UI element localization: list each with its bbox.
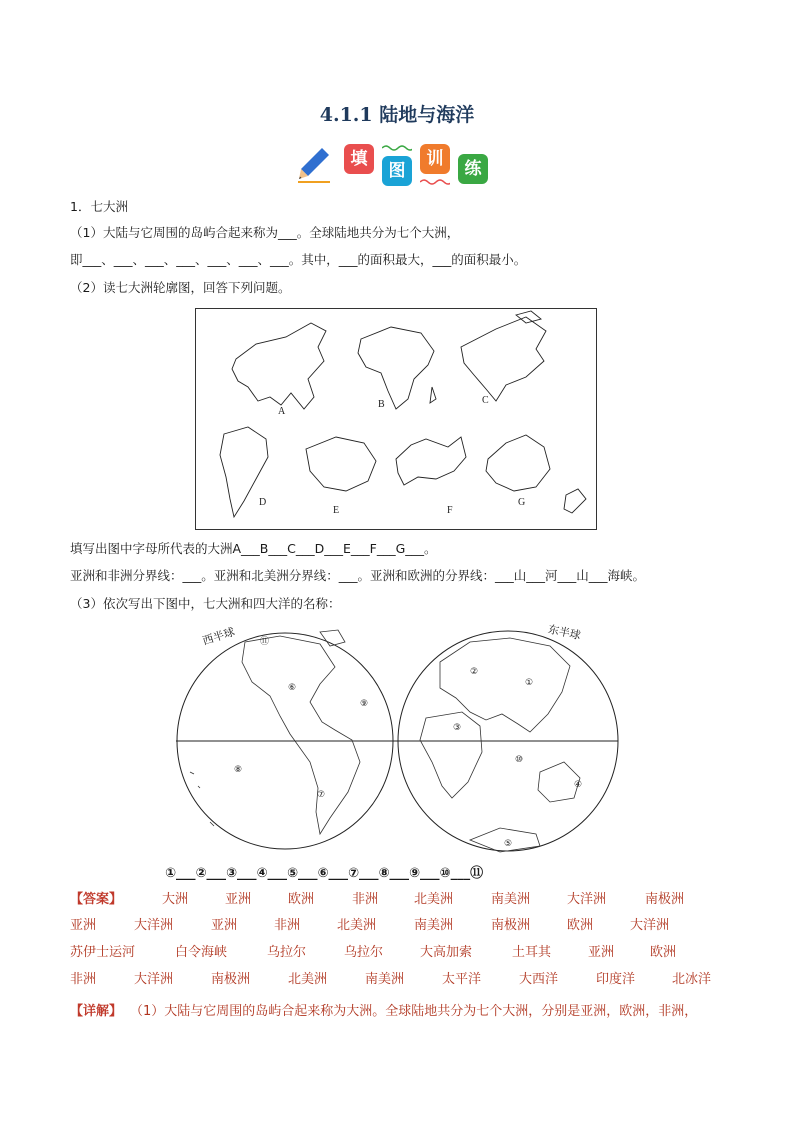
answer-item: 苏伊士运河: [70, 945, 136, 960]
svg-text:⑥: ⑥: [288, 683, 297, 693]
answer-item: 南极洲: [491, 918, 531, 933]
fill-continents-line: 填写出图中字母所代表的大洲A___B___C___D___E___F___G___。: [70, 541, 437, 556]
answer-item: 北冰洋: [672, 972, 712, 987]
answer-item: 欧洲: [650, 945, 677, 960]
boundary-line: 亚洲和非洲分界线：___。亚洲和北美洲分界线：___。亚洲和欧洲的分界线：___山___河___山___海峡。: [70, 568, 646, 583]
answer-item: 亚洲: [211, 918, 238, 933]
hemispheres-svg: [170, 622, 630, 862]
badge-practice: 练: [458, 154, 488, 184]
answer-item: 大洋洲: [630, 918, 670, 933]
answer-item: 南美洲: [491, 892, 531, 907]
detail-text: （1）大陆与它周围的岛屿合起来称为大洲。全球陆地共分为七个大洲，分别是亚洲，欧洲，非洲，: [130, 1004, 698, 1019]
continents-svg: [196, 309, 596, 529]
wave-icon: [420, 178, 450, 186]
map-label-a: A: [278, 406, 286, 417]
q1-part2: （2）读七大洲轮廓图，回答下列问题。: [70, 280, 291, 295]
svg-text:⑦: ⑦: [317, 790, 326, 800]
badge-fill: 填: [344, 144, 374, 174]
wave-icon: [382, 144, 412, 152]
answer-item: 大高加索: [420, 945, 473, 960]
answer-item: 印度洋: [596, 972, 636, 987]
detail-tag: 【详解】: [70, 1004, 123, 1019]
map-label-f: F: [447, 505, 453, 516]
pencil-icon: [296, 146, 332, 184]
answer-item: 北美洲: [288, 972, 328, 987]
western-hemisphere-label: 西半球: [200, 625, 237, 648]
svg-text:①: ①: [525, 678, 534, 688]
numbered-blanks: ①___②___③___④___⑤___⑥___⑦___⑧___⑨___⑩___⑪: [165, 866, 484, 881]
answer-item: 南极洲: [211, 972, 251, 987]
answer-item: 大洋洲: [134, 972, 174, 987]
answer-item: 大洋洲: [134, 918, 174, 933]
svg-text:⑨: ⑨: [360, 699, 369, 709]
svg-text:②: ②: [470, 667, 479, 677]
north-america-outline: [461, 317, 546, 401]
answer-item: 非洲: [274, 918, 301, 933]
map-label-g: G: [518, 497, 526, 508]
map-label-d: D: [259, 497, 267, 508]
answer-item: 亚洲: [70, 918, 97, 933]
asia-outline: [232, 323, 326, 409]
continents-outline-map: [195, 308, 597, 530]
answer-item: 土耳其: [512, 945, 552, 960]
answer-item: 欧洲: [567, 918, 594, 933]
badge-map: 图: [382, 156, 412, 186]
answer-item: 太平洋: [442, 972, 482, 987]
exercise-banner: [296, 142, 496, 188]
answer-item: 非洲: [352, 892, 379, 907]
answer-item: 亚洲: [225, 892, 252, 907]
q1-part3: （3）依次写出下图中，七大洲和四大洋的名称：: [70, 596, 341, 611]
answer-item: 大洲: [162, 892, 189, 907]
svg-text:⑪: ⑪: [260, 637, 270, 647]
answer-item: 大洋洲: [567, 892, 607, 907]
answer-item: 北美洲: [337, 918, 377, 933]
answer-item: 北美洲: [414, 892, 454, 907]
map-label-c: C: [482, 395, 489, 406]
svg-text:⑩: ⑩: [515, 755, 524, 765]
answer-item: 非洲: [70, 972, 97, 987]
answer-item: 欧洲: [288, 892, 315, 907]
svg-text:③: ③: [453, 723, 462, 733]
answer-item: 大西洋: [519, 972, 559, 987]
hemispheres-map: [170, 622, 630, 862]
africa-outline: [358, 327, 434, 409]
oceania-outline: [486, 435, 550, 491]
answer-item: 南极洲: [645, 892, 685, 907]
badge-train: 训: [420, 144, 450, 174]
eastern-hemisphere-label: 东半球: [546, 622, 582, 643]
answer-item: 白令海峡: [175, 945, 228, 960]
answer-item: 南美洲: [414, 918, 454, 933]
map-label-e: E: [333, 505, 340, 516]
answer-item: 乌拉尔: [267, 945, 307, 960]
answer-tag: 【答案】: [70, 892, 123, 907]
answer-item: 乌拉尔: [344, 945, 384, 960]
q1-part1-line2: 即___、___、___、___、___、___、___。其中，___的面积最大，___的面积最小。: [70, 252, 527, 267]
antarctica-outline: [306, 437, 376, 491]
q1-heading: 1．七大洲: [70, 199, 128, 214]
svg-text:⑤: ⑤: [504, 839, 513, 849]
svg-text:④: ④: [574, 780, 583, 790]
answer-item: 亚洲: [588, 945, 615, 960]
page-title: 4.1.1 陆地与海洋: [319, 104, 475, 126]
europe-outline: [396, 437, 466, 485]
q1-part1-line1: （1）大陆与它周围的岛屿合起来称为___。全球陆地共分为七个大洲，: [70, 225, 460, 240]
answer-item: 南美洲: [365, 972, 405, 987]
map-label-b: B: [378, 399, 385, 410]
svg-text:⑧: ⑧: [234, 765, 243, 775]
